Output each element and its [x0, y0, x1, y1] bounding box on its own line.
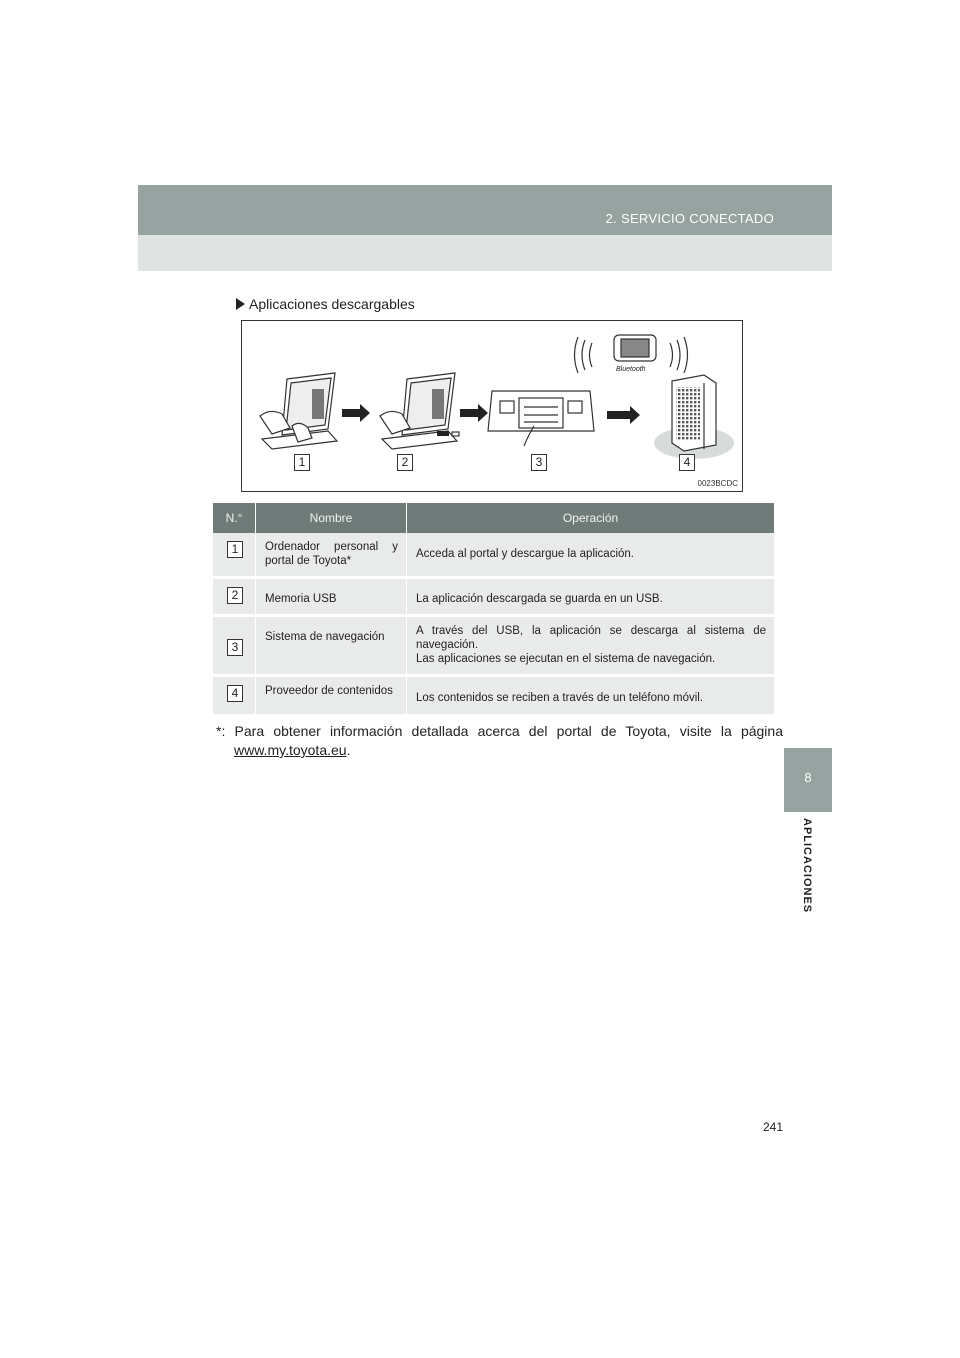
row-number-box: 1	[227, 541, 243, 558]
row-operation-cell	[407, 616, 775, 676]
row-name-cell: Sistema de navegación	[256, 616, 407, 676]
table-row	[213, 533, 774, 578]
column-header-operation: Operación	[407, 503, 775, 533]
table-row	[213, 578, 774, 616]
step-number-box: 2	[397, 454, 413, 471]
row-number-cell	[213, 616, 256, 676]
row-operation-cell: Los contenidos se reciben a través de un teléfono móvil.	[407, 676, 775, 716]
chapter-number: 8	[804, 770, 812, 785]
row-operation-line: A través del USB, la aplicación se descarga al sistema de navegación.	[416, 625, 766, 651]
triangle-bullet-icon	[236, 298, 245, 310]
row-number-cell	[213, 578, 256, 616]
illustration-figure	[241, 320, 743, 492]
step-number-box: 3	[531, 454, 547, 471]
row-name-cell: Ordenador personal y portal de Toyota*	[256, 533, 407, 578]
laptop-usb-icon	[380, 373, 459, 449]
row-number-box: 3	[227, 639, 243, 656]
table-row	[213, 676, 774, 716]
table-header-row	[213, 503, 774, 533]
footnote-end: .	[346, 742, 351, 758]
toyota-portal-link[interactable]: www.my.toyota.eu	[234, 742, 347, 758]
row-operation-line: Las aplicaciones se ejecutan en el sistema de navegación.	[416, 653, 716, 665]
arrow-right-icon	[607, 406, 640, 424]
figure-code: 0023BCDC	[697, 479, 738, 488]
row-operation-cell: La aplicación descargada se guarda en un USB.	[407, 578, 775, 616]
row-number-box: 4	[227, 685, 243, 702]
chapter-label: APLICACIONES	[801, 818, 813, 914]
footnote-text: Para obtener información detallada acerca del portal de Toyota, visite la página	[234, 723, 783, 739]
navigation-unit-icon	[488, 391, 594, 446]
applications-table	[213, 503, 774, 717]
download-flow-illustration	[242, 321, 742, 491]
row-number-box: 2	[227, 587, 243, 604]
section-title: 2. SERVICIO CONECTADO	[605, 211, 774, 226]
laptop-icon	[260, 373, 337, 449]
header-band	[138, 185, 832, 235]
step-number-box: 4	[679, 454, 695, 471]
row-operation-cell: Acceda al portal y descargue la aplicación.	[407, 533, 775, 578]
header-subband	[138, 235, 832, 271]
building-windows	[676, 387, 700, 441]
row-name-cell: Proveedor de contenidos	[256, 676, 407, 716]
footnote-marker: *:	[216, 723, 226, 739]
row-name-cell: Memoria USB	[256, 578, 407, 616]
row-number-cell	[213, 533, 256, 578]
page-number: 241	[763, 1120, 784, 1134]
footnote	[216, 722, 783, 760]
step-number-box: 1	[294, 454, 310, 471]
sub-heading	[236, 296, 415, 312]
sub-heading-text: Aplicaciones descargables	[249, 296, 415, 312]
arrow-right-icon	[342, 404, 370, 422]
column-header-number: N.°	[213, 503, 256, 533]
table-row	[213, 616, 774, 676]
row-number-cell	[213, 676, 256, 716]
column-header-name: Nombre	[256, 503, 407, 533]
bluetooth-label: Bluetooth	[616, 366, 646, 373]
arrow-right-icon	[460, 404, 488, 422]
